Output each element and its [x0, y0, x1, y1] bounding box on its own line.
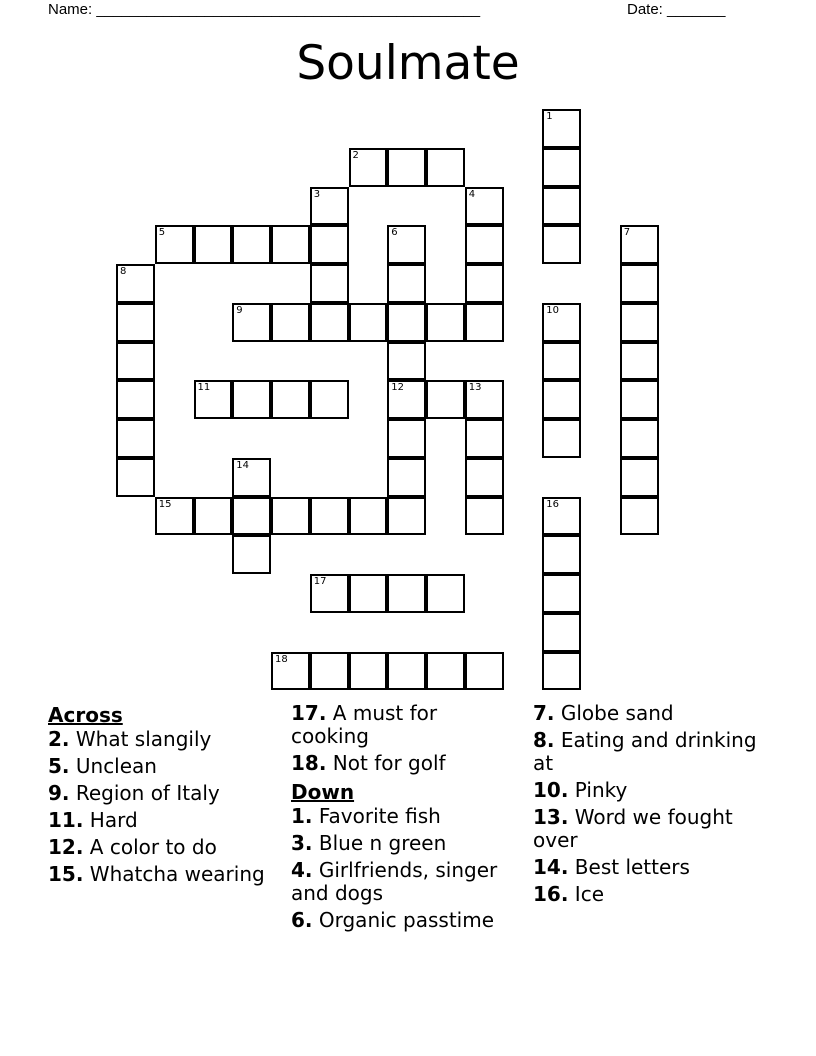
name-line: ______________________________________________ — [96, 1, 481, 18]
grid-cell[interactable] — [387, 303, 426, 342]
clue-text: Not for golf — [332, 751, 446, 775]
down-clue — [291, 832, 521, 855]
clue-number: 18. — [291, 751, 327, 775]
grid-cell[interactable] — [426, 652, 465, 691]
grid-cell[interactable] — [155, 497, 194, 536]
across-clue — [48, 728, 278, 751]
clue-number: 12. — [48, 835, 84, 859]
clue-number: 13 — [468, 382, 482, 394]
grid-cell[interactable] — [194, 380, 233, 419]
clue-text: Girlfriends, singer and dogs — [291, 858, 498, 905]
grid-cell[interactable] — [465, 419, 504, 458]
grid-cell[interactable] — [542, 535, 581, 574]
grid-cell[interactable] — [271, 225, 310, 264]
clue-text: Organic passtime — [318, 908, 495, 932]
grid-cell[interactable] — [116, 342, 155, 381]
clue-number: 6. — [291, 908, 313, 932]
clue-number: 2. — [48, 727, 70, 751]
clue-text: What slangily — [75, 727, 212, 751]
grid-cell[interactable] — [542, 148, 581, 187]
date-field[interactable] — [627, 0, 725, 20]
grid-cell[interactable] — [310, 652, 349, 691]
grid-cell[interactable] — [465, 380, 504, 419]
name-label: Name: — [48, 1, 93, 18]
grid-cell[interactable] — [542, 380, 581, 419]
grid-cell[interactable] — [116, 458, 155, 497]
grid-cell[interactable] — [349, 497, 388, 536]
down-clue — [533, 779, 763, 802]
grid-cell[interactable] — [310, 303, 349, 342]
clue-number: 4 — [468, 188, 476, 200]
across-heading: Across — [48, 703, 123, 727]
grid-cell[interactable] — [349, 148, 388, 187]
date-line: _______ — [667, 1, 726, 18]
grid-cell[interactable] — [465, 264, 504, 303]
clue-text: Favorite fish — [318, 804, 441, 828]
grid-cell[interactable] — [620, 497, 659, 536]
grid-cell[interactable] — [349, 303, 388, 342]
clue-number: 7 — [623, 227, 631, 239]
grid-cell[interactable] — [194, 225, 233, 264]
across-clue — [48, 809, 278, 832]
clue-column-1 — [48, 702, 278, 890]
clue-number: 8 — [120, 266, 127, 277]
date-label: Date: — [627, 1, 663, 18]
grid-cell[interactable] — [387, 264, 426, 303]
grid-cell[interactable] — [232, 380, 271, 419]
clue-number: 6 — [391, 227, 398, 239]
grid-cell[interactable] — [465, 497, 504, 536]
clue-number: 16 — [546, 498, 559, 510]
clue-column-2 — [291, 702, 521, 936]
clue-number: 2 — [352, 149, 359, 161]
grid-cell[interactable] — [349, 574, 388, 613]
grid-cell[interactable] — [426, 574, 465, 613]
grid-cell[interactable] — [465, 458, 504, 497]
grid-cell[interactable] — [116, 303, 155, 342]
down-clue — [533, 806, 763, 852]
across-clue — [48, 782, 278, 805]
grid-cell[interactable] — [232, 225, 271, 264]
clue-text: Hard — [89, 808, 138, 832]
grid-cell[interactable] — [271, 380, 310, 419]
grid-cell[interactable] — [271, 303, 310, 342]
grid-cell[interactable] — [310, 264, 349, 303]
clue-number: 18 — [275, 653, 288, 665]
across-clue — [48, 836, 278, 859]
clue-number: 11. — [48, 808, 84, 832]
grid-cell[interactable] — [232, 303, 271, 342]
clue-number: 13. — [533, 805, 569, 829]
clue-column-3 — [533, 702, 763, 910]
clue-text: A must for cooking — [291, 701, 438, 748]
clue-number: 8. — [533, 728, 555, 752]
across-clue — [48, 863, 278, 886]
clue-number: 17. — [291, 701, 327, 725]
grid-cell[interactable] — [387, 458, 426, 497]
grid-cell[interactable] — [310, 225, 349, 264]
clue-text: Best letters — [574, 855, 690, 879]
grid-cell[interactable] — [232, 497, 271, 536]
clue-number: 1. — [291, 804, 313, 828]
grid-cell[interactable] — [271, 497, 310, 536]
grid-cell[interactable] — [387, 380, 426, 419]
grid-cell[interactable] — [620, 458, 659, 497]
grid-cell[interactable] — [310, 380, 349, 419]
clue-number: 9 — [236, 304, 243, 316]
grid-cell[interactable] — [426, 303, 465, 342]
clue-number: 5. — [48, 754, 70, 778]
grid-cell[interactable] — [465, 652, 504, 691]
grid-cell[interactable] — [116, 419, 155, 458]
grid-cell[interactable] — [542, 419, 581, 458]
grid-cell[interactable] — [620, 342, 659, 381]
clue-text: A color to do — [89, 835, 217, 859]
name-field[interactable] — [48, 0, 480, 20]
grid-cell[interactable] — [116, 380, 155, 419]
clue-text: Word we fought over — [533, 805, 733, 852]
clue-number: 12 — [391, 382, 404, 394]
grid-cell[interactable] — [232, 458, 271, 497]
grid-cell[interactable] — [116, 264, 155, 303]
grid-cell[interactable] — [542, 187, 581, 226]
grid-cell[interactable] — [542, 613, 581, 652]
clue-number: 4. — [291, 858, 313, 882]
grid-cell[interactable] — [620, 225, 659, 264]
clue-number: 15. — [48, 862, 84, 886]
grid-cell[interactable] — [542, 497, 581, 536]
grid-cell[interactable] — [465, 225, 504, 264]
grid-cell[interactable] — [271, 652, 310, 691]
clue-number: 14 — [236, 459, 249, 471]
grid-cell[interactable] — [426, 148, 465, 187]
clue-text: Ice — [574, 882, 604, 906]
grid-cell[interactable] — [465, 303, 504, 342]
grid-cell[interactable] — [426, 380, 465, 419]
clue-number: 15 — [158, 498, 172, 510]
clue-number: 10. — [533, 778, 569, 802]
grid-cell[interactable] — [542, 342, 581, 381]
down-clue — [533, 702, 763, 725]
grid-cell[interactable] — [620, 303, 659, 342]
clue-number: 1 — [546, 111, 553, 122]
grid-cell[interactable] — [155, 225, 194, 264]
grid-cell[interactable] — [542, 109, 581, 148]
down-clue — [533, 729, 763, 775]
clue-number: 3. — [291, 831, 313, 855]
clue-text: Globe sand — [560, 701, 674, 725]
clue-number: 9. — [48, 781, 70, 805]
page-title: Soulmate — [296, 36, 520, 91]
down-clue — [533, 883, 763, 906]
grid-cell[interactable] — [620, 380, 659, 419]
clue-text: Eating and drinking at — [533, 728, 757, 775]
clue-number: 11 — [197, 382, 211, 394]
clue-number: 5 — [158, 227, 166, 239]
down-clue — [291, 859, 521, 905]
down-clue — [291, 805, 521, 828]
clue-number: 7. — [533, 701, 555, 725]
across-clue — [291, 752, 521, 775]
clue-text: Whatcha wearing — [89, 862, 265, 886]
grid-cell[interactable] — [310, 574, 349, 613]
grid-cell[interactable] — [349, 652, 388, 691]
down-clue — [291, 909, 521, 932]
clue-text: Unclean — [75, 754, 157, 778]
grid-cell[interactable] — [620, 419, 659, 458]
grid-cell[interactable] — [310, 187, 349, 226]
grid-cell[interactable] — [310, 497, 349, 536]
grid-cell[interactable] — [542, 225, 581, 264]
clue-number: 17 — [313, 576, 327, 587]
grid-cell[interactable] — [387, 497, 426, 536]
grid-cell[interactable] — [387, 574, 426, 613]
grid-cell[interactable] — [387, 652, 426, 691]
clue-number: 16. — [533, 882, 569, 906]
grid-cell[interactable] — [194, 497, 233, 536]
grid-cell[interactable] — [542, 303, 581, 342]
grid-cell[interactable] — [232, 535, 271, 574]
grid-cell[interactable] — [465, 187, 504, 226]
clue-number: 14. — [533, 855, 569, 879]
down-heading: Down — [291, 780, 355, 804]
across-clue — [291, 702, 521, 748]
grid-cell[interactable] — [387, 225, 426, 264]
grid-cell[interactable] — [542, 574, 581, 613]
clue-text: Region of Italy — [75, 781, 220, 805]
grid-cell[interactable] — [542, 652, 581, 691]
clue-number: 10 — [546, 304, 559, 316]
grid-cell[interactable] — [387, 148, 426, 187]
clue-number: 3 — [313, 188, 321, 200]
grid-cell[interactable] — [620, 264, 659, 303]
down-clue — [533, 856, 763, 879]
grid-cell[interactable] — [387, 342, 426, 381]
across-clue — [48, 755, 278, 778]
grid-cell[interactable] — [387, 419, 426, 458]
clue-text: Pinky — [574, 778, 628, 802]
clue-text: Blue n green — [318, 831, 447, 855]
